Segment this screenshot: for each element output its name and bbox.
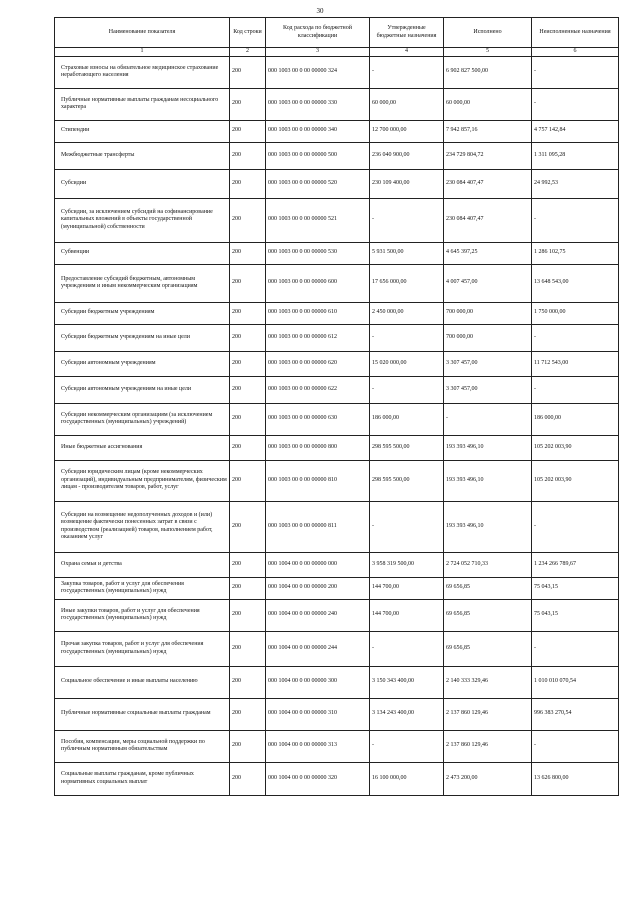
row-approved: 15 020 000,00: [370, 351, 444, 376]
row-executed: 230 084 407,47: [444, 169, 532, 198]
row-line-code: 200: [230, 631, 266, 666]
table-row: [55, 577, 619, 599]
column-number: 4: [370, 48, 444, 57]
row-approved: -: [370, 730, 444, 762]
row-unexecuted: 13 648 543,00: [532, 264, 619, 302]
row-line-code: 200: [230, 169, 266, 198]
table-row: [55, 56, 619, 88]
row-line-code: 200: [230, 762, 266, 795]
row-budget-code: 000 1004 00 0 00 00000 000: [266, 552, 370, 577]
row-name: Иные бюджетные ассигнования: [55, 435, 230, 460]
row-name: Субсидии бюджетным учреждениям на иные цели: [55, 324, 230, 351]
row-unexecuted: -: [532, 324, 619, 351]
row-name: Публичные нормативные выплаты гражданам несоциального характера: [55, 88, 230, 120]
row-unexecuted: 75 043,15: [532, 599, 619, 631]
row-executed: 7 942 857,16: [444, 120, 532, 142]
row-executed: 3 307 457,00: [444, 376, 532, 403]
table-row: [55, 142, 619, 169]
table-row: [55, 762, 619, 795]
row-line-code: 200: [230, 56, 266, 88]
row-approved: 5 931 500,00: [370, 242, 444, 264]
row-executed: 700 000,00: [444, 302, 532, 324]
table-row: [55, 324, 619, 351]
row-approved: 186 000,00: [370, 403, 444, 435]
row-budget-code: 000 1003 00 0 00 00000 530: [266, 242, 370, 264]
row-approved: 3 150 343 400,00: [370, 666, 444, 698]
column-number-row: [55, 48, 619, 57]
row-budget-code: 000 1003 00 0 00 00000 612: [266, 324, 370, 351]
row-name: Субсидии, за исключением субсидий на софинансирование капитальных вложений в объекты государственной (муниципальной) собственности: [55, 198, 230, 242]
row-name: Субсидии автономным учреждениям: [55, 351, 230, 376]
row-budget-code: 000 1004 00 0 00 00000 240: [266, 599, 370, 631]
row-line-code: 200: [230, 577, 266, 599]
row-line-code: 200: [230, 198, 266, 242]
row-name: Публичные нормативные социальные выплаты гражданам: [55, 698, 230, 730]
table-row: [55, 242, 619, 264]
row-budget-code: 000 1004 00 0 00 00000 320: [266, 762, 370, 795]
row-approved: 298 595 500,00: [370, 435, 444, 460]
row-line-code: 200: [230, 403, 266, 435]
row-unexecuted: 1 234 266 789,67: [532, 552, 619, 577]
row-approved: 236 040 900,00: [370, 142, 444, 169]
row-line-code: 200: [230, 376, 266, 403]
row-approved: 230 109 400,00: [370, 169, 444, 198]
row-line-code: 200: [230, 264, 266, 302]
row-approved: 12 700 000,00: [370, 120, 444, 142]
row-executed: 230 084 407,47: [444, 198, 532, 242]
row-name: Прочая закупка товаров, работ и услуг для обеспечения государственных (муниципальных) нужд: [55, 631, 230, 666]
row-approved: 298 595 500,00: [370, 460, 444, 501]
row-unexecuted: 1 286 102,75: [532, 242, 619, 264]
row-line-code: 200: [230, 351, 266, 376]
row-unexecuted: 105 202 003,90: [532, 460, 619, 501]
row-approved: -: [370, 324, 444, 351]
row-executed: 4 007 457,00: [444, 264, 532, 302]
table-row: [55, 460, 619, 501]
row-budget-code: 000 1003 00 0 00 00000 811: [266, 501, 370, 552]
column-number: 6: [532, 48, 619, 57]
table-body: [55, 56, 619, 795]
row-unexecuted: -: [532, 631, 619, 666]
row-line-code: 200: [230, 666, 266, 698]
row-approved: -: [370, 198, 444, 242]
row-executed: 234 729 804,72: [444, 142, 532, 169]
budget-execution-table: [54, 17, 619, 796]
row-budget-code: 000 1004 00 0 00 00000 200: [266, 577, 370, 599]
row-executed: 193 393 496,10: [444, 501, 532, 552]
row-executed: 3 307 457,00: [444, 351, 532, 376]
header-unexecuted: Неисполненные назначения: [532, 18, 619, 48]
row-unexecuted: -: [532, 88, 619, 120]
row-unexecuted: 75 043,15: [532, 577, 619, 599]
row-unexecuted: 1 311 095,28: [532, 142, 619, 169]
row-budget-code: 000 1003 00 0 00 00000 620: [266, 351, 370, 376]
table-row: [55, 88, 619, 120]
table-row: [55, 730, 619, 762]
row-budget-code: 000 1004 00 0 00 00000 310: [266, 698, 370, 730]
row-unexecuted: 1 010 010 070,54: [532, 666, 619, 698]
row-line-code: 200: [230, 302, 266, 324]
table-row: [55, 302, 619, 324]
row-approved: -: [370, 501, 444, 552]
row-name: Социальное обеспечение и иные выплаты населению: [55, 666, 230, 698]
row-executed: 2 137 860 129,46: [444, 730, 532, 762]
row-name: Субсидии бюджетным учреждениям: [55, 302, 230, 324]
row-executed: 69 656,85: [444, 577, 532, 599]
page-number: 30: [316, 7, 324, 15]
row-budget-code: 000 1003 00 0 00 00000 520: [266, 169, 370, 198]
table-row: [55, 599, 619, 631]
row-name: Субвенции: [55, 242, 230, 264]
row-name: Социальные выплаты гражданам, кроме публичных нормативных социальных выплат: [55, 762, 230, 795]
row-name: Иные закупки товаров, работ и услуг для обеспечения государственных (муниципальных) нужд: [55, 599, 230, 631]
header-approved: Утвержденные бюджетные назначения: [370, 18, 444, 48]
row-executed: 2 140 333 329,46: [444, 666, 532, 698]
row-executed: 193 393 496,10: [444, 460, 532, 501]
row-budget-code: 000 1003 00 0 00 00000 600: [266, 264, 370, 302]
header-executed: Исполнено: [444, 18, 532, 48]
row-line-code: 200: [230, 88, 266, 120]
row-name: Пособия, компенсации, меры социальной поддержки по публичным нормативным обязательствам: [55, 730, 230, 762]
table-row: [55, 351, 619, 376]
row-name: Охрана семьи и детства: [55, 552, 230, 577]
row-name: Стипендии: [55, 120, 230, 142]
row-line-code: 200: [230, 501, 266, 552]
row-unexecuted: 13 626 800,00: [532, 762, 619, 795]
row-approved: 2 450 000,00: [370, 302, 444, 324]
row-budget-code: 000 1003 00 0 00 00000 800: [266, 435, 370, 460]
row-line-code: 200: [230, 435, 266, 460]
row-unexecuted: -: [532, 56, 619, 88]
row-unexecuted: 24 992,53: [532, 169, 619, 198]
row-executed: 4 645 397,25: [444, 242, 532, 264]
row-executed: 2 473 200,00: [444, 762, 532, 795]
row-line-code: 200: [230, 460, 266, 501]
row-budget-code: 000 1003 00 0 00 00000 330: [266, 88, 370, 120]
row-line-code: 200: [230, 599, 266, 631]
row-name: Субсидии: [55, 169, 230, 198]
column-number: 3: [266, 48, 370, 57]
table-row: [55, 169, 619, 198]
row-line-code: 200: [230, 324, 266, 351]
row-budget-code: 000 1003 00 0 00 00000 630: [266, 403, 370, 435]
row-unexecuted: -: [532, 501, 619, 552]
row-budget-code: 000 1003 00 0 00 00000 622: [266, 376, 370, 403]
row-approved: -: [370, 56, 444, 88]
table-row: [55, 631, 619, 666]
header-name: Наименование показателя: [55, 18, 230, 48]
table-row: [55, 376, 619, 403]
table-row: [55, 264, 619, 302]
row-name: Страховые взносы на обязательное медицинское страхование неработающего населения: [55, 56, 230, 88]
row-line-code: 200: [230, 142, 266, 169]
row-unexecuted: -: [532, 730, 619, 762]
table-row: [55, 698, 619, 730]
row-unexecuted: 11 712 543,00: [532, 351, 619, 376]
row-budget-code: 000 1004 00 0 00 00000 244: [266, 631, 370, 666]
row-name: Предоставление субсидий бюджетным, автономным учреждениям и иным некоммерческим организациям: [55, 264, 230, 302]
row-approved: 16 100 000,00: [370, 762, 444, 795]
row-approved: 60 000,00: [370, 88, 444, 120]
row-line-code: 200: [230, 730, 266, 762]
row-approved: 3 958 319 500,00: [370, 552, 444, 577]
table-row: [55, 120, 619, 142]
row-budget-code: 000 1003 00 0 00 00000 340: [266, 120, 370, 142]
row-budget-code: 000 1003 00 0 00 00000 500: [266, 142, 370, 169]
column-number: 1: [55, 48, 230, 57]
header-budget-code: Код расхода по бюджетной классификации: [266, 18, 370, 48]
row-approved: 17 656 000,00: [370, 264, 444, 302]
header-line-code: Код строки: [230, 18, 266, 48]
row-name: Закупка товаров, работ и услуг для обеспечения государственных (муниципальных) нужд: [55, 577, 230, 599]
table-row: [55, 403, 619, 435]
row-budget-code: 000 1004 00 0 00 00000 313: [266, 730, 370, 762]
column-number: 2: [230, 48, 266, 57]
row-approved: -: [370, 376, 444, 403]
row-name: Субсидии на возмещение недополученных доходов и (или) возмещение фактически понесенных затрат в связи с производством (реализацией) товаров, выполнением работ, оказанием услуг: [55, 501, 230, 552]
row-line-code: 200: [230, 698, 266, 730]
row-executed: 2 724 052 710,33: [444, 552, 532, 577]
row-executed: 193 393 496,10: [444, 435, 532, 460]
table-row: [55, 501, 619, 552]
row-executed: 69 656,85: [444, 631, 532, 666]
row-budget-code: 000 1003 00 0 00 00000 810: [266, 460, 370, 501]
row-budget-code: 000 1004 00 0 00 00000 300: [266, 666, 370, 698]
row-name: Межбюджетные трансферты: [55, 142, 230, 169]
row-unexecuted: 1 750 000,00: [532, 302, 619, 324]
column-number: 5: [444, 48, 532, 57]
row-line-code: 200: [230, 120, 266, 142]
row-executed: 60 000,00: [444, 88, 532, 120]
row-name: Субсидии некоммерческим организациям (за исключением государственных (муниципальных) учреждений): [55, 403, 230, 435]
row-unexecuted: 186 000,00: [532, 403, 619, 435]
row-line-code: 200: [230, 242, 266, 264]
row-budget-code: 000 1003 00 0 00 00000 521: [266, 198, 370, 242]
row-unexecuted: 996 383 270,54: [532, 698, 619, 730]
row-name: Субсидии юридическим лицам (кроме некоммерческих организаций), индивидуальным предпринимателям, физическим лицам - производителям товаров, работ, услуг: [55, 460, 230, 501]
table-row: [55, 666, 619, 698]
row-executed: 69 656,85: [444, 599, 532, 631]
row-unexecuted: 4 757 142,84: [532, 120, 619, 142]
row-approved: 3 134 243 400,00: [370, 698, 444, 730]
row-executed: 700 000,00: [444, 324, 532, 351]
row-budget-code: 000 1003 00 0 00 00000 610: [266, 302, 370, 324]
row-approved: -: [370, 631, 444, 666]
row-unexecuted: -: [532, 376, 619, 403]
table-row: [55, 198, 619, 242]
header-row: [55, 18, 619, 48]
row-line-code: 200: [230, 552, 266, 577]
row-budget-code: 000 1003 00 0 00 00000 324: [266, 56, 370, 88]
row-unexecuted: -: [532, 198, 619, 242]
row-executed: 2 137 860 129,46: [444, 698, 532, 730]
row-executed: -: [444, 403, 532, 435]
table-row: [55, 435, 619, 460]
row-unexecuted: 105 202 003,90: [532, 435, 619, 460]
table-row: [55, 552, 619, 577]
row-approved: 144 700,00: [370, 577, 444, 599]
row-approved: 144 700,00: [370, 599, 444, 631]
row-name: Субсидии автономным учреждениям на иные цели: [55, 376, 230, 403]
row-executed: 6 902 827 500,00: [444, 56, 532, 88]
